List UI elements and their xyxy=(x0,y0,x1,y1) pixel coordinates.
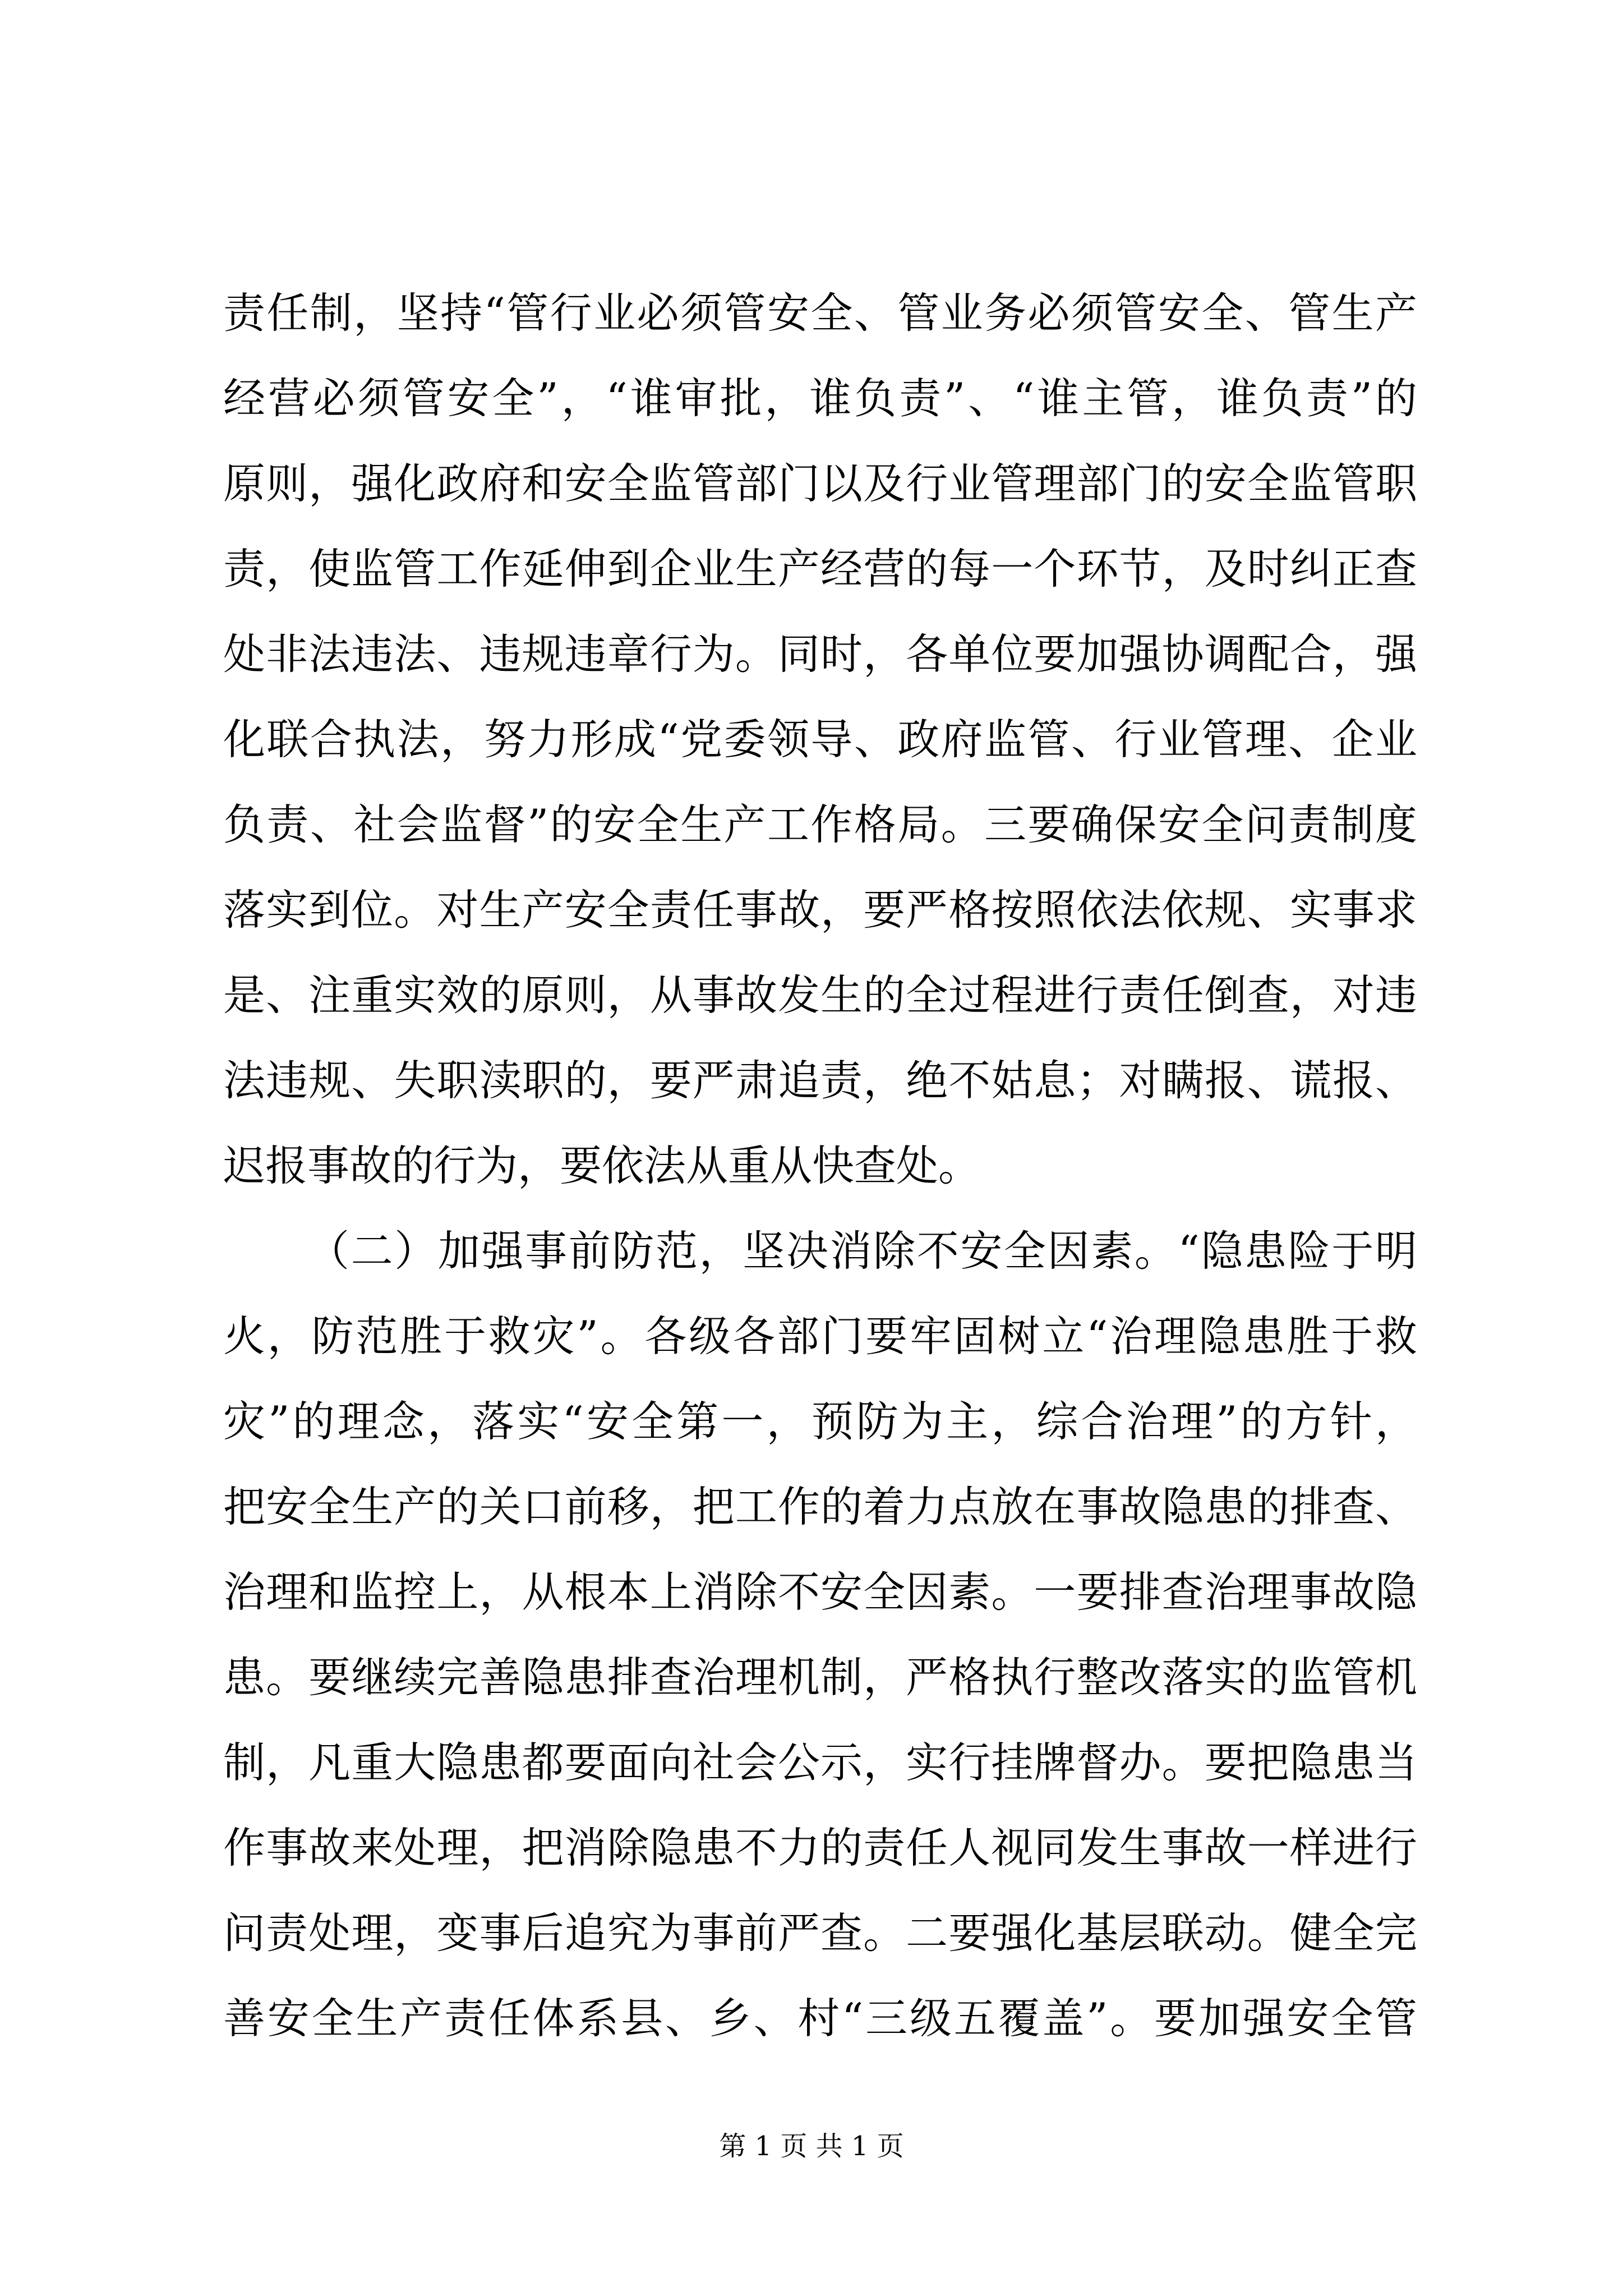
text-line: 负责、社会监督”的安全生产工作格局。三要确保安全问责制度 xyxy=(223,800,1417,849)
text-line: 法违规、失职渎职的，要严肃追责，绝不姑息；对瞒报、谎报、 xyxy=(223,1056,1417,1105)
text-line: 落实到位。对生产安全责任事故，要严格按照依法依规、实事求 xyxy=(223,885,1417,935)
text-line: 作事故来处理，把消除隐患不力的责任人视同发生事故一样进行 xyxy=(223,1823,1417,1872)
text-line: 责任制，坚持“管行业必须管安全、管业务必须管安全、管生产 xyxy=(223,288,1417,338)
text-line: 经营必须管安全”，“谁审批，谁负责”、“谁主管，谁负责”的 xyxy=(223,374,1417,423)
text-line: 责，使监管工作延伸到企业生产经营的每一个环节，及时纠正查 xyxy=(223,544,1417,593)
text-line: 患。要继续完善隐患排查治理机制，严格执行整改落实的监管机 xyxy=(223,1653,1417,1702)
text-line: 善安全生产责任体系县、乡、村“三级五覆盖”。要加强安全管 xyxy=(223,1994,1417,2043)
text-line: 是、注重实效的原则，从事故发生的全过程进行责任倒查，对违 xyxy=(223,970,1417,1020)
text-line: （二）加强事前防范，坚决消除不安全因素。“隐患险于明 xyxy=(307,1226,1417,1276)
document-body xyxy=(223,270,1417,2061)
paragraph-2 xyxy=(223,1208,1417,2061)
text-line: 治理和监控上，从根本上消除不安全因素。一要排查治理事故隐 xyxy=(223,1567,1417,1617)
text-line: 原则，强化政府和安全监管部门以及行业管理部门的安全监管职 xyxy=(223,459,1417,508)
text-line: 火，防范胜于救灾”。各级各部门要牢固树立“治理隐患胜于救 xyxy=(223,1312,1417,1361)
text-line: 把安全生产的关口前移，把工作的着力点放在事故隐患的排查、 xyxy=(223,1482,1417,1531)
page-number-label: 第 1 页 共 1 页 xyxy=(719,2131,904,2162)
text-line: 处非法违法、违规违章行为。同时，各单位要加强协调配合，强 xyxy=(223,629,1417,679)
text-line: 制，凡重大隐患都要面向社会公示，实行挂牌督办。要把隐患当 xyxy=(223,1738,1417,1787)
page-footer xyxy=(0,2132,1623,2161)
text-line: 化联合执法，努力形成“党委领导、政府监管、行业管理、企业 xyxy=(223,715,1417,764)
paragraph-1 xyxy=(223,270,1417,1208)
text-line: 灾”的理念，落实“安全第一，预防为主，综合治理”的方针， xyxy=(223,1397,1417,1446)
text-line: 迟报事故的行为，要依法从重从快查处。 xyxy=(223,1141,981,1190)
text-line: 问责处理，变事后追究为事前严查。二要强化基层联动。健全完 xyxy=(223,1908,1417,1958)
